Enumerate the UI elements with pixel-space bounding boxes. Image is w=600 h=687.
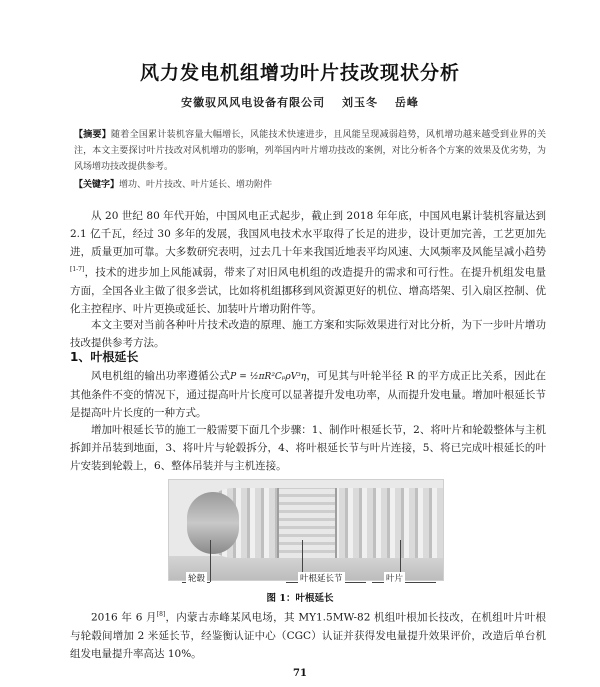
body-paragraph: 本文主要对当前各种叶片技术改造的原理、施工方案和实际效果进行对比分析，为下一步叶片增功技改提供参考方法。 [70,319,546,349]
figure-caption: 图 1：叶根延长 [266,593,334,604]
paragraph-text: 2016 年 6 月 [91,611,157,624]
paragraph-text: 从 20 世纪 80 年代开始，中国风电正式起步，截止到 2018 年年底，中国风电累计装机容量达到 2.1 亿千瓦，经过 30 多年的发展，我国风电技术水平取得了长足的进步，设计更加完善，工艺更加先进，质量更加可靠。大多数研究表明，过去几十年来我国近地表平均风速、大风频率及风能呈减小趋势 [70,210,546,258]
label-extension: 叶根延长节 [300,574,343,584]
body-paragraph: 增加叶根延长节的施工一般需要下面几个步骤：1、制作叶根延长节，2、将叶片和轮毂整体与主机拆卸并吊装到地面，3、将叶片与轮毂拆分，4、将叶根延长节与叶片连接，5、将已完成叶根延长的叶片安装到轮毂上，6、整体吊装并与主机连接。 [70,424,546,472]
body-paragraph [70,606,546,663]
citation: [8] [156,611,166,618]
page-number: 71 [293,668,307,679]
section-heading: 1、叶根延长 [70,350,139,364]
abstract [74,127,546,175]
author-line [0,94,600,110]
affiliation: 安徽驭风风电设备有限公司 [181,96,326,109]
hub-leader-line [210,540,211,582]
author-name: 岳峰 [394,96,419,109]
paragraph-text: 风电机组的输出功率遵循公式 [91,370,231,382]
author-name: 刘玉冬 [342,96,378,109]
keywords-label: 【关键字】 [74,180,120,190]
label-hub: 轮毂 [188,574,206,584]
paragraph-text: ，内蒙古赤峰某风电场，其 MY1.5MW-82 机组叶根加长技改，在机组叶片叶根与轮毂间增加 2 米延长节，经鉴衡认证中心（CGC）认证并获得发电量提升效果评价，改造后单台机组发电量提升率高达 10%。 [70,611,546,660]
photo-extension-segment [277,488,337,558]
page-title: 风力发电机组增功叶片技改现状分析 [139,62,460,84]
abstract-label: 【摘要】 [74,130,112,140]
paragraph-text: ，技术的进步加上风能减弱，带来了对旧风电机组的改造提升的需求和可行性。在提升机组发电量方面，全国各业主做了很多尝试，比如将机组挪移到风资源更好的机位、增高塔架、引入扇区控制、优化主控程序、叶片更换或延长、加装叶片增功附件等。 [70,266,546,315]
abstract-text: 随着全国累计装机容量大幅增长，风能技术快速进步，且风能呈现减弱趋势，风机增功越来越受到业界的关注，本文主要探讨叶片技改对风机增功的影响，列举国内叶片增功技改的案例，对比分析各个方案的效果及优劣势，为风场增功技改提供参考。 [74,130,546,172]
power-formula: P = ½πR²CₚρV³η [230,372,307,382]
label-blade: 叶片 [386,574,404,584]
body-paragraph [70,207,546,318]
paragraph-text: ，可见其与叶轮半径 R 的平方成正比关系，因此在其他条件不变的情况下，通过提高叶片长度可以显著提升发电功率，从而提升发电量。增加叶根延长节是提高叶片长度的一种方式。 [70,370,546,419]
citation: [1-7] [70,266,85,273]
body-paragraph [70,367,546,422]
keywords-text: 增功、叶片技改、叶片延长、增功附件 [119,180,273,190]
keywords [74,178,546,192]
photo-hub [187,492,239,554]
